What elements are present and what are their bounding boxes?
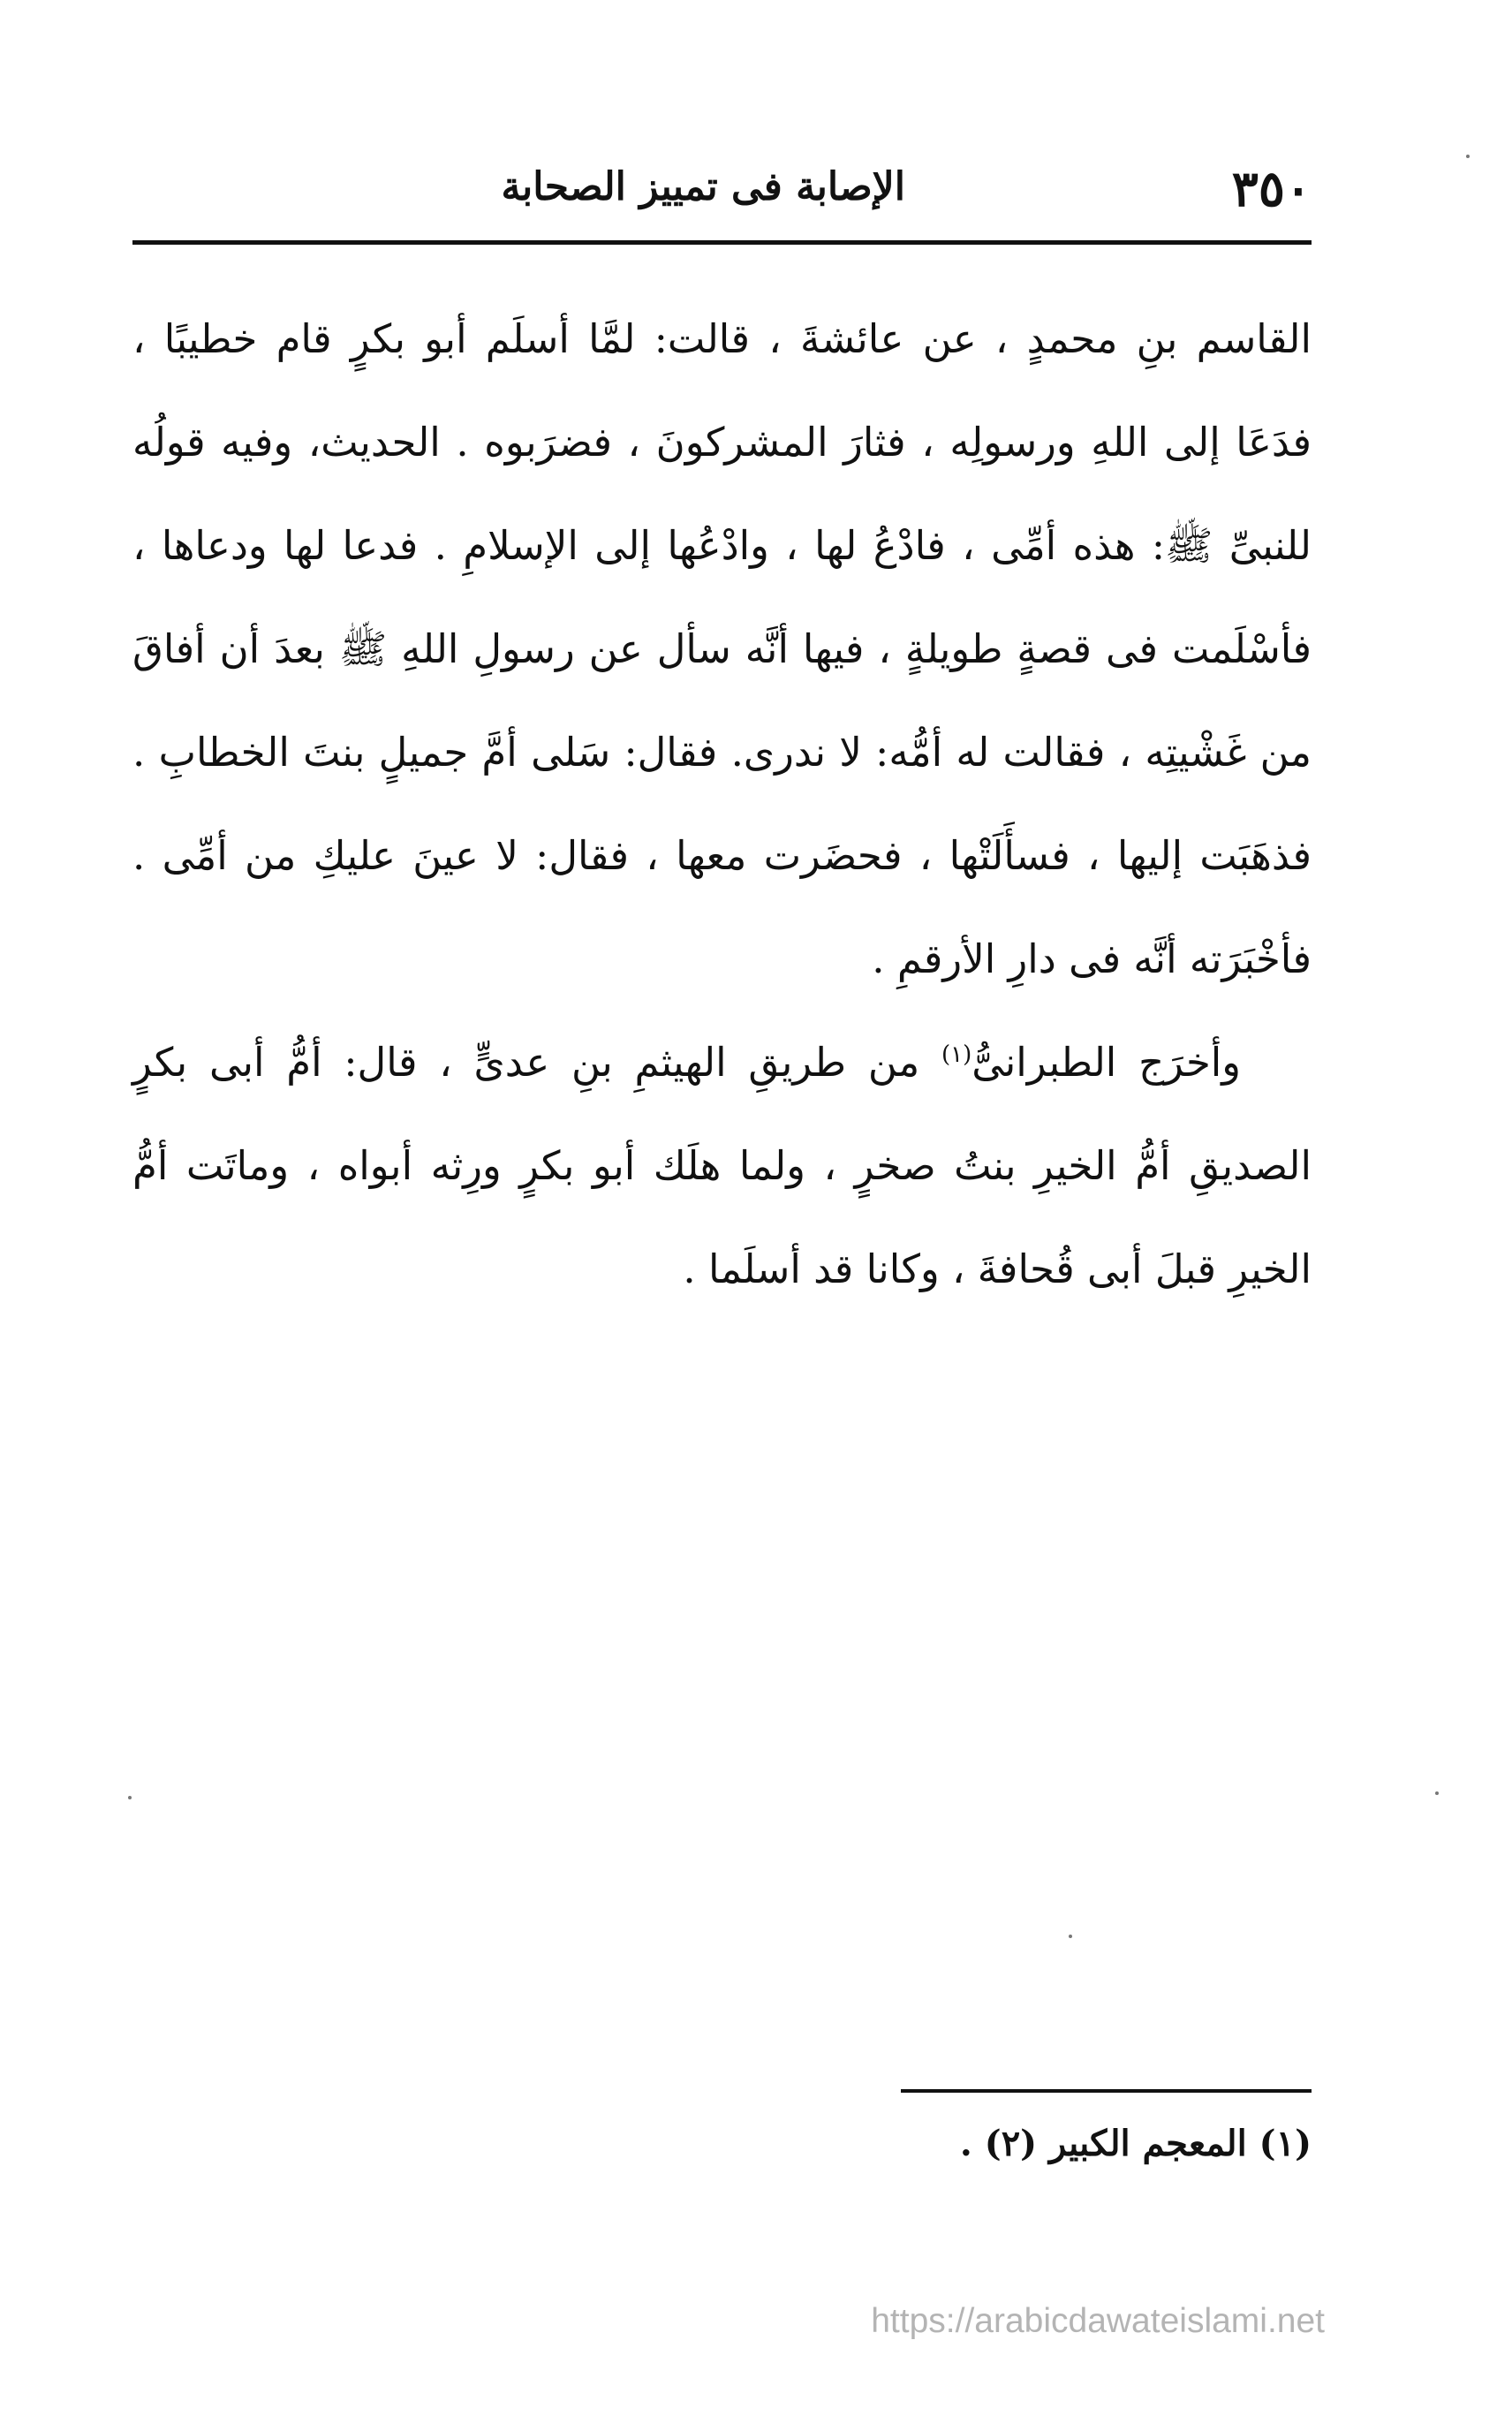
footnote-rule [901,2089,1312,2093]
header-rule [132,240,1312,245]
page-header [132,148,1312,237]
paragraph-1: القاسم بنِ محمدٍ ، عن عائشةَ ، قالت: لمَّا أسلَم أبو بكرٍ قام خطيبًا ، فدَعَا إلى اللهِ ورسولِه ، فثارَ المشركونَ ، فضرَبوه . الحديث، وفيه قولُه للنبىِّ ﷺ: هذه أمِّى ، فادْعُ لها ، وادْعُها إلى الإسلامِ . فدعا لها ودعاها ، فأسْلَمت فى قصةٍ طويلةٍ ، فيها أنَّه سأل عن رسولِ اللهِ ﷺ بعدَ أن أفاقَ من غَشْيتِه ، فقالت له أمُّه: لا ندرى. فقال: سَلى أمَّ جميلٍ بنتَ الخطابِ . فذهَبَت إليها ، فسأَلَتْها ، فحضَرت معها ، فقال: لا عينَ عليكِ من أمِّى . فأخْبَرَته أنَّه فى دارِ الأرقمِ . [132,315,1312,982]
source-url-watermark: https://arabicdawateislami.net [871,2302,1325,2340]
footnote-reference[interactable]: (١) [941,1041,972,1068]
paragraph-2-start: وأخرَج الطبرانىُّ [971,1039,1241,1086]
footnote-1: (١) المعجم الكبير (٢) . [959,2123,1312,2164]
body-text [132,287,1312,1321]
paragraph-2-rest: من طريقِ الهيثمِ بنِ عدىٍّ ، قال: أمُّ أبى بكرٍ الصديقِ أمُّ الخيرِ بنتُ صخرٍ ، ولما هلَك أبو بكرٍ ورِثه أبواه ، وماتَت أمُّ الخيرِ قبلَ أبى قُحافةَ ، وكانا قد أسلَما . [132,1039,1312,1292]
scan-speck [1069,1935,1072,1938]
scan-speck [1435,1791,1439,1795]
scan-speck [128,1796,132,1799]
paragraph-2 [132,1011,1312,1321]
scan-speck [1466,155,1470,158]
book-title: الإصابة فى تمييز الصحابة [501,164,905,209]
page-number: ٣٥٠ [1231,160,1312,218]
